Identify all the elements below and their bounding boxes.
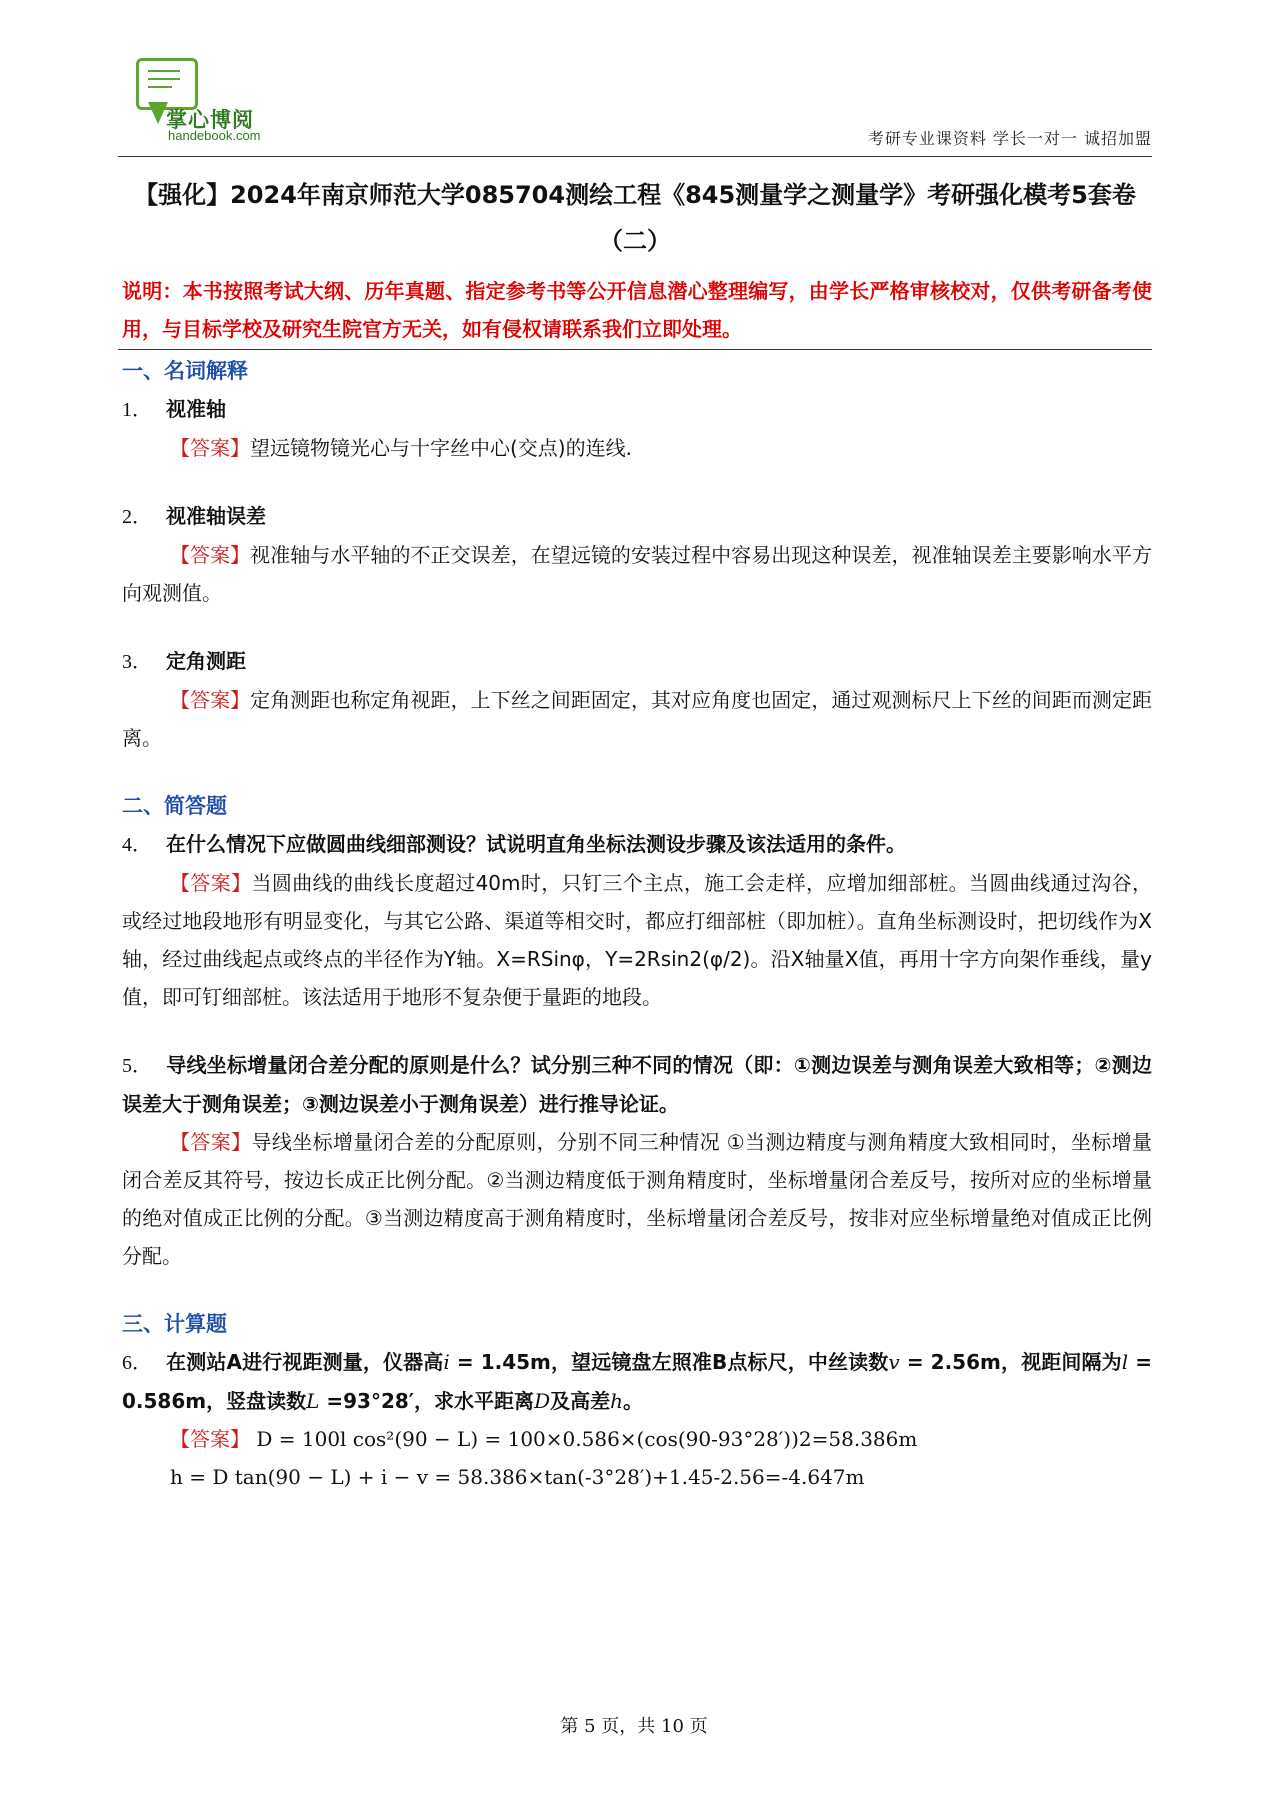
section-title: 一、名词解释 xyxy=(122,359,248,383)
question xyxy=(122,390,1152,429)
answer-formula xyxy=(122,1420,1152,1458)
page-header xyxy=(118,58,1152,156)
question-number: 2． xyxy=(122,506,152,528)
section-title: 二、简答题 xyxy=(122,794,227,818)
question-text-part: = 1.45m，望远镜盘左照准B点标尺，中丝读数 xyxy=(449,1350,889,1374)
question xyxy=(122,497,1152,536)
question-text-part: = 2.56m，视距间隔为 xyxy=(899,1350,1122,1374)
question-text-part: 及高差 xyxy=(550,1389,611,1413)
answer xyxy=(122,681,1152,757)
question-text-part: 。 xyxy=(623,1389,643,1413)
answer xyxy=(122,536,1152,612)
answer-text: 导线坐标增量闭合差的分配原则，分别不同三种情况 ①当测边精度与测角精度大致相同时，坐标增量闭合差反其符号，按边长成正比例分配。②当测边精度低于测角精度时，坐标增量闭合差反号，按所对应的坐标增量的绝对值成正比例的分配。③当测边精度高于测角精度时，坐标增量闭合差反号，按非对应坐标增量绝对值成正比例分配。 xyxy=(122,1130,1152,1268)
answer-tag: 【答案】 xyxy=(170,688,251,712)
question xyxy=(122,1343,1152,1420)
answer-text: 定角测距也称定角视距，上下丝之间距固定，其对应角度也固定，通过观测标尺上下丝的间距而测定距离。 xyxy=(122,688,1153,750)
question-text-part: 在测站A进行视距测量，仪器高 xyxy=(166,1350,444,1374)
question-text-part: = 0.586m，竖盘读数 xyxy=(122,1350,1153,1413)
disclaimer-notice: 说明：本书按照考试大纲、历年真题、指定参考书等公开信息潜心整理编写，由学长严格审核校对，仅供考研备考使用，与目标学校及研究生院官方无关，如有侵权请联系我们立即处理。 xyxy=(122,279,1152,341)
question-text: 导线坐标增量闭合差分配的原则是什么？试分别三种不同的情况（即：①测边误差与测角误差大致相等；②测边误差大于测角误差；③测边误差小于测角误差）进行推导论证。 xyxy=(122,1053,1152,1116)
question-number: 3． xyxy=(122,651,152,673)
question xyxy=(122,1046,1152,1123)
question-text: 视准轴 xyxy=(166,397,226,421)
question-text: 视准轴误差 xyxy=(166,504,266,528)
question-number: 5． xyxy=(122,1055,152,1077)
logo-name: 掌心博阅 xyxy=(166,108,254,132)
answer xyxy=(122,1123,1152,1275)
answer xyxy=(122,864,1152,1016)
answer-tag: 【答案】 xyxy=(170,1427,250,1451)
notice-divider xyxy=(118,349,1152,350)
answer-text: 望远镜物镜光心与十字丝中心(交点)的连线. xyxy=(250,436,632,460)
answer-formula xyxy=(122,1458,1152,1496)
answer-tag: 【答案】 xyxy=(170,871,252,895)
question-number: 4． xyxy=(122,834,152,856)
answer-text: 视准轴与水平轴的不正交误差，在望远镜的安装过程中容易出现这种误差，视准轴误差主要影响水平方向观测值。 xyxy=(122,543,1153,605)
math-variable: h xyxy=(610,1389,623,1413)
formula-text: D = 100l cos²(90 − L) = 100×0.586×(cos(90-93°28′))2=58.386m xyxy=(256,1427,918,1451)
math-variable: i xyxy=(443,1350,450,1374)
document-body xyxy=(122,352,1152,1496)
math-variable: l xyxy=(1121,1350,1129,1374)
document-title: 【强化】2024年南京师范大学085704测绘工程《845测量学之测量学》考研强化模考5套卷（二） xyxy=(134,181,1136,255)
answer xyxy=(122,429,1152,467)
math-variable: v xyxy=(888,1350,900,1374)
answer-text: 当圆曲线的曲线长度超过40m时，只钉三个主点，施工会走样，应增加细部桩。当圆曲线通过沟谷，或经过地段地形有明显变化，与其它公路、渠道等相交时，都应打细部桩（即加桩）。直角坐标测设时，把切线作为X轴，经过曲线起点或终点的半径作为Y轴。X=RSinφ，Y=2Rsin2(φ/2)。沿X轴量X值，再用十字方向架作垂线，量y值，即可钉细部桩。该法适用于地形不复杂便于量距的地段。 xyxy=(122,871,1152,1009)
question-text: 定角测距 xyxy=(166,649,246,673)
question-text: 在什么情况下应做圆曲线细部测设？试说明直角坐标法测设步骤及该法适用的条件。 xyxy=(166,832,906,856)
math-variable: L xyxy=(306,1389,320,1413)
answer-tag: 【答案】 xyxy=(170,436,250,460)
math-variable: D xyxy=(534,1389,551,1413)
question-number: 6． xyxy=(122,1352,152,1374)
question xyxy=(122,642,1152,681)
question-text-part: =93°28′，求水平距离 xyxy=(319,1389,535,1413)
logo-check-icon xyxy=(148,102,168,124)
formula-text: h = D tan(90 − L) + i − v = 58.386×tan(-3°28′)+1.45-2.56=-4.647m xyxy=(170,1465,865,1489)
question-number: 1． xyxy=(122,399,152,421)
question xyxy=(122,825,1152,864)
header-tagline: 考研专业课资料 学长一对一 诚招加盟 xyxy=(867,129,1152,148)
logo-url: handebook.com xyxy=(168,128,261,143)
page-footer: 第 5 页，共 10 页 xyxy=(560,1716,708,1737)
header-divider xyxy=(118,156,1152,157)
section-title: 三、计算题 xyxy=(122,1312,227,1336)
answer-tag: 【答案】 xyxy=(170,543,251,567)
logo[interactable] xyxy=(136,58,296,148)
answer-tag: 【答案】 xyxy=(170,1130,252,1154)
